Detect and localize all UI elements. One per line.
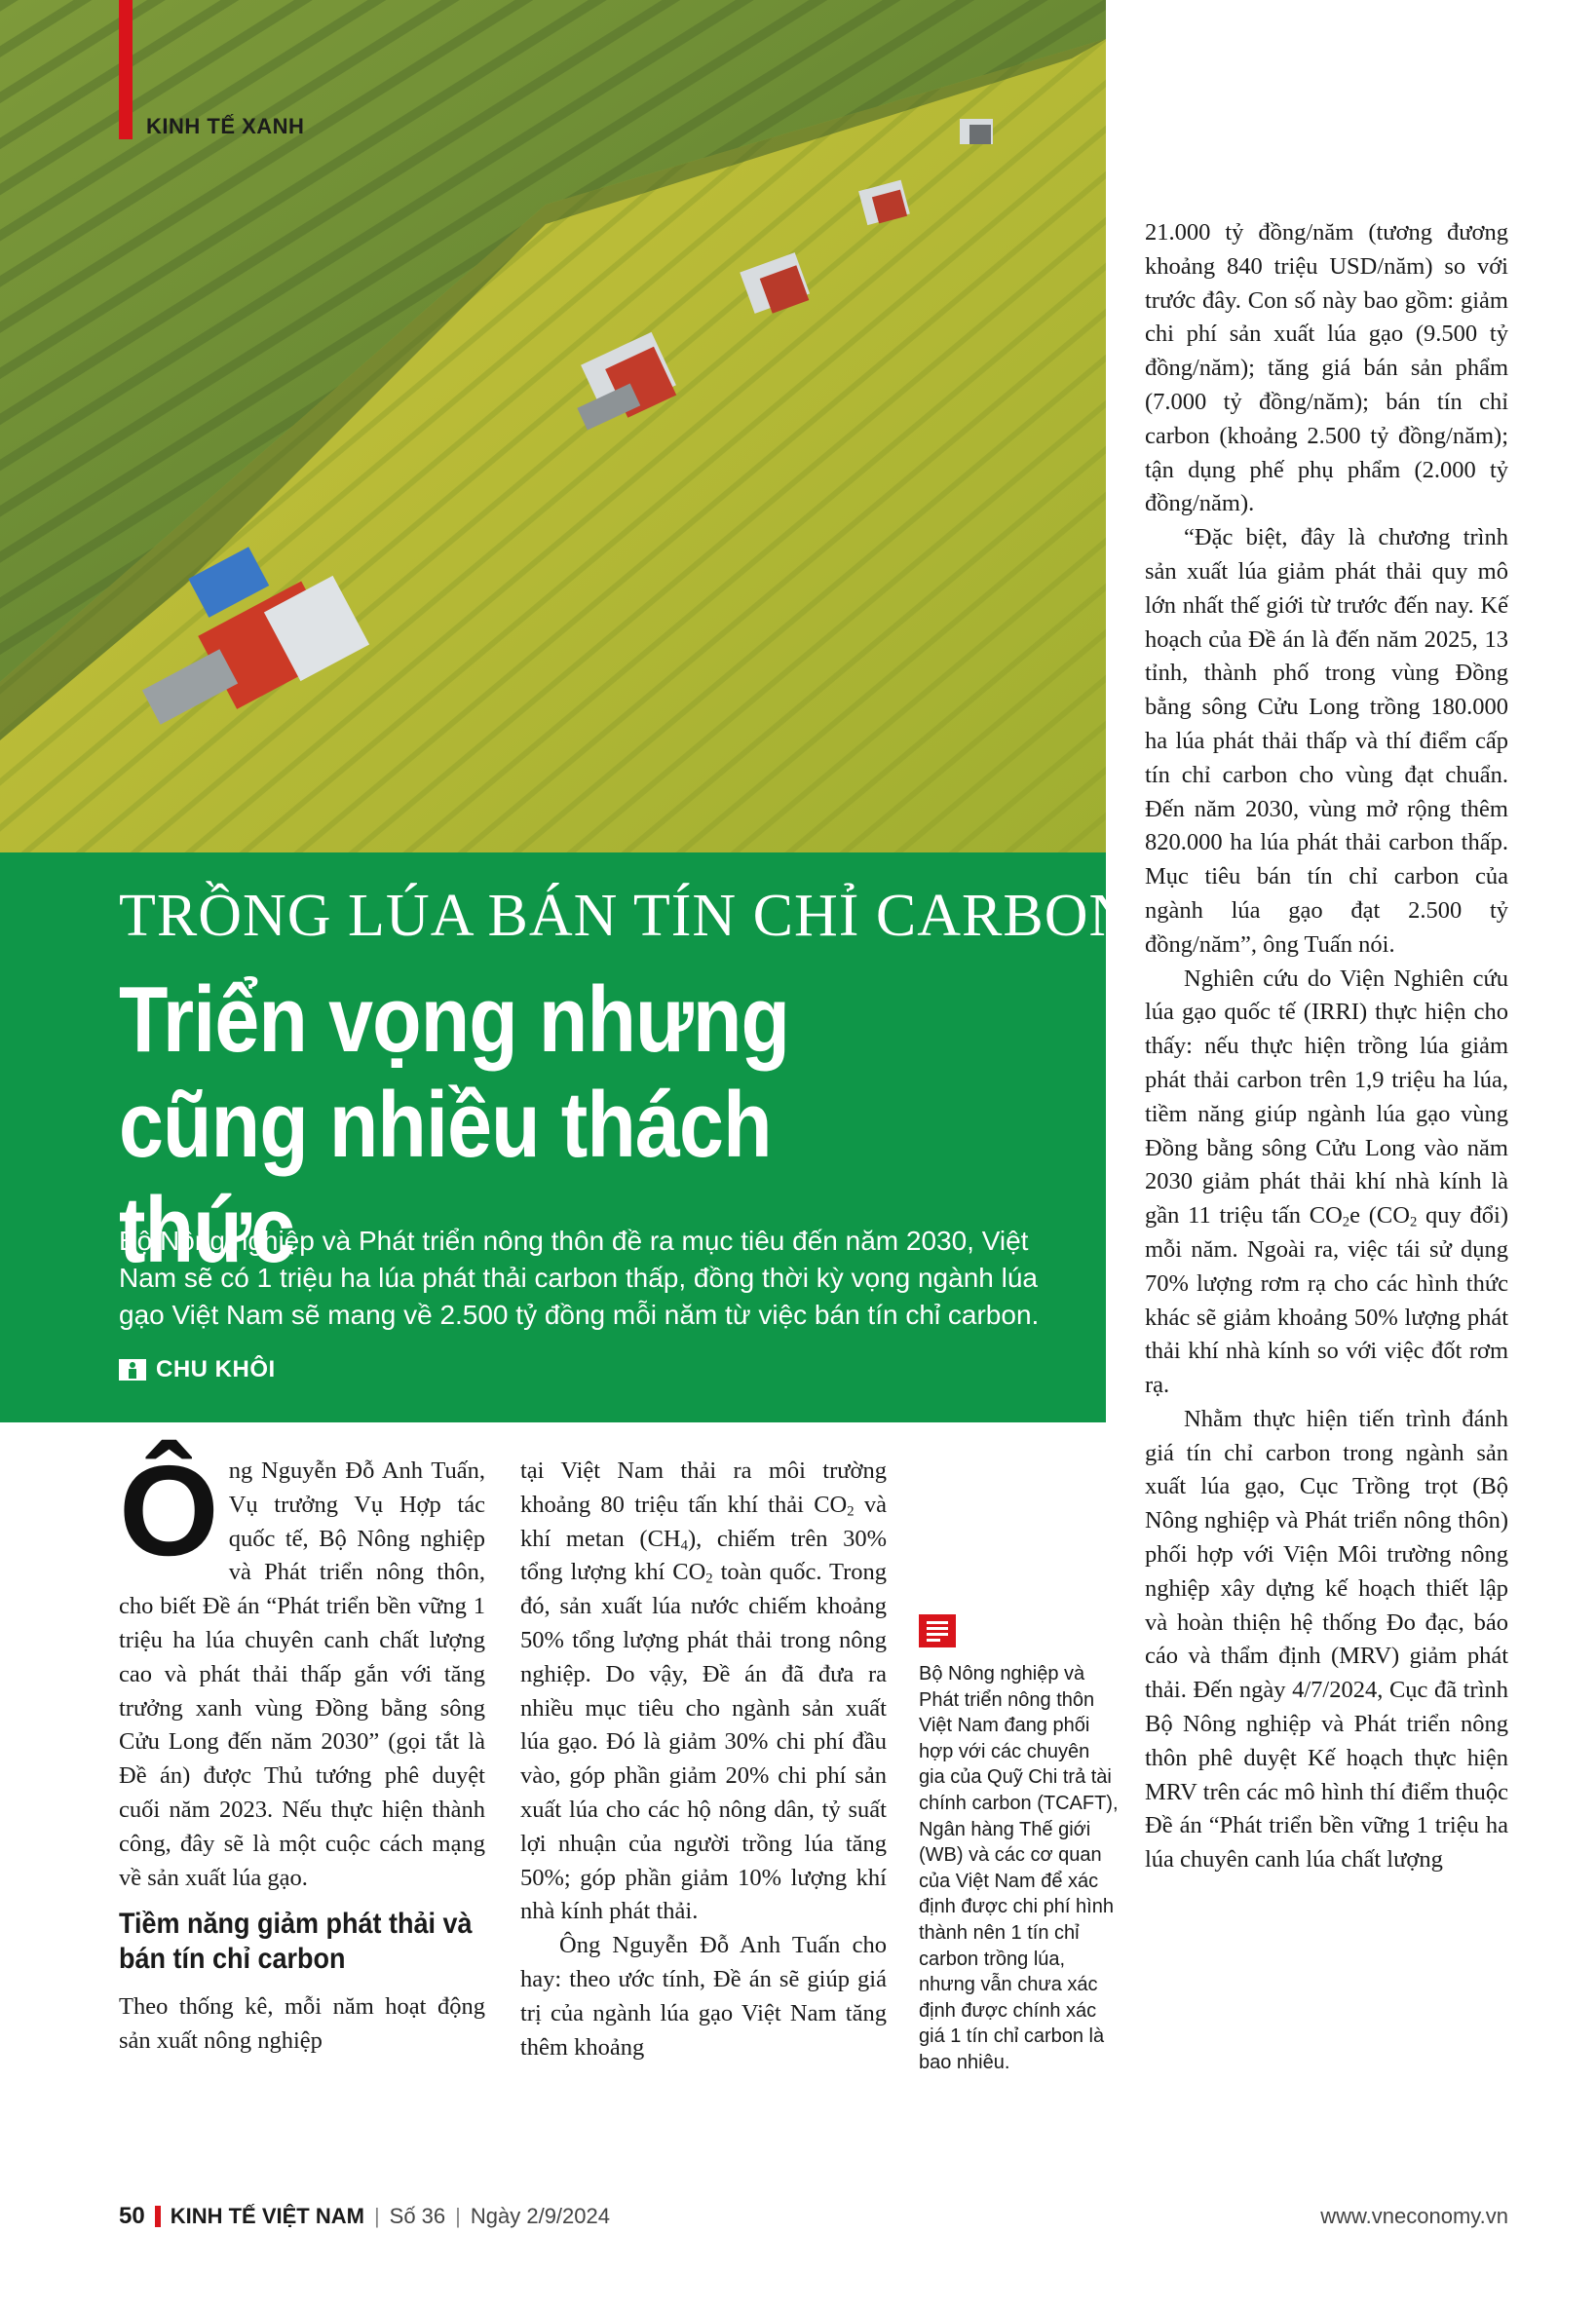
harvester-5 bbox=[960, 119, 993, 144]
paragraph-intro bbox=[119, 1439, 485, 1895]
issue-number: Số 36 bbox=[389, 2204, 446, 2228]
paragraph-mrv: Nhằm thực hiện tiến trình đánh giá tín chỉ carbon trong ngành sản xuất lúa gạo, Cục Trồng trọt (Bộ Nông nghiệp và Phát triển nông thôn) phối hợp với Viện Môi trường nông nghiệp xây dựng kế hoạch thiết lập và hoàn thiện hệ thống Đo đạc, báo cáo và thẩm định (MRV) giảm phát thải. Đến ngày 4/7/2024, Cục đã trình Bộ Nông nghiệp và Phát triển nông thôn phê duyệt Kế hoạch thực hiện MRV trên các mô hình thí điểm thuộc Đề án “Phát triển bền vững 1 triệu ha lúa chuyên canh lúa chất lượng bbox=[1145, 1405, 1508, 1874]
paragraph-value-estimate: Ông Nguyễn Đỗ Anh Tuấn cho hay: theo ước tính, Đề án sẽ giúp giá trị của ngành lúa gạo Việt Nam tăng thêm khoảng bbox=[520, 1932, 887, 2061]
paragraph-breakdown: 21.000 tỷ đồng/năm (tương đương khoảng 840 triệu USD/năm) so với trước đây. Con số này bao gồm: giảm chi phí sản xuất lúa gạo (9.500 tỷ đồng/năm); tăng giá bán sản phẩm (7.000 tỷ đồng/năm); bán tín chỉ carbon (khoảng 2.500 tỷ đồng/năm); tận dụng phế phụ phẩm (2.000 tỷ đồng/năm). bbox=[1145, 219, 1508, 517]
paragraph-quote: “Đặc biệt, đây là chương trình sản xuất lúa giảm phát thải quy mô lớn nhất thế giới từ trước đến nay. Kế hoạch của Đề án là đến năm 2025, 13 tỉnh, thành phố trong vùng Đồng bằng sông Cửu Long trồng 180.000 ha lúa phát thải thấp và thí điểm cấp tín chỉ carbon cho vùng đạt chuẩn. Đến năm 2030, vùng mở rộng thêm 820.000 ha lúa phát thải carbon thấp. Mục tiêu bán tín chỉ carbon của ngành lúa gạo đạt 2.500 tỷ đồng/năm”, ông Tuấn nói. bbox=[1145, 524, 1508, 958]
subscript: 2 bbox=[1409, 1214, 1418, 1230]
sidebar-note bbox=[919, 1614, 1119, 2076]
byline-person-icon bbox=[119, 1359, 146, 1381]
subscript: 2 bbox=[705, 1571, 713, 1588]
subscript: 4 bbox=[680, 1537, 688, 1554]
website-link[interactable]: www.vneconomy.vn bbox=[1320, 2204, 1508, 2228]
text-span: Nghiên cứu do Viện Nghiên cứu lúa gạo quốc tế (IRRI) thực hiện cho thấy: nếu thực hiện trồng lúa giảm phát thải carbon trên 1,9 triệu ha lúa, tiềm năng giúp ngành lúa gạo vùng Đồng bằng sông Cửu Long vào năm 2030 giảm phát thải khí nhà kính là gần 11 triệu tấn CO bbox=[1145, 965, 1508, 1230]
subheading: Tiềm năng giảm phát thải và bán tín chỉ carbon bbox=[119, 1908, 473, 1976]
footer-separator: | bbox=[373, 2204, 380, 2228]
article-lede: Bộ Nông nghiệp và Phát triển nông thôn đề ra mục tiêu đến năm 2030, Việt Nam sẽ có 1 triệu ha lúa phát thải carbon thấp, đồng thời kỳ vọng ngành lúa gạo Việt Nam sẽ mang về 2.500 tỷ đồng mỗi năm từ việc bán tín chỉ carbon. bbox=[119, 1226, 1040, 1330]
page-number: 50 bbox=[119, 2203, 145, 2229]
text-span: và khí metan (CH bbox=[520, 1491, 887, 1552]
body-column-3 bbox=[1145, 216, 1508, 1877]
byline bbox=[119, 1356, 276, 1383]
paragraph-irri bbox=[1145, 963, 1508, 1403]
section-label: KINH TẾ XANH bbox=[146, 114, 305, 138]
text-span: tại Việt Nam thải ra môi trường khoảng 80 triệu tấn khí thải CO bbox=[520, 1457, 887, 1518]
article-headline: Triển vọng nhưng cũng nhiều thách thức bbox=[119, 967, 790, 1282]
text-span: ), chiếm trên 30% tổng lượng khí CO bbox=[520, 1525, 887, 1586]
section-accent-bar bbox=[119, 0, 133, 139]
note-document-icon bbox=[919, 1614, 956, 1647]
page-footer bbox=[119, 2202, 1508, 2231]
body-column-2 bbox=[520, 1455, 887, 2064]
drop-cap: Ô bbox=[119, 1439, 219, 1582]
text-span: toàn quốc. Trong đó, sản xuất lúa nước chiếm khoảng 50% tổng lượng phát thải trong nông nghiệp. Do vậy, Đề án đã đưa ra nhiều mục tiêu cho ngành sản xuất lúa gạo. Đó là giảm 30% chi phí đầu vào, góp phần giảm 20% chi phí sản xuất lúa cho các hộ nông dân, tỷ suất lợi nhuận của người trồng lúa tăng 50%; góp phần giảm 10% lượng khí nhà kính phát thải. bbox=[520, 1559, 887, 1925]
intro-text: ng Nguyễn Đỗ Anh Tuấn, Vụ trưởng Vụ Hợp tác quốc tế, Bộ Nông nghiệp và Phát triển nông thôn, cho biết Đề án “Phát triển bền vững 1 triệu ha lúa chuyên canh chất lượng cao và phát thải thấp gắn với tăng trưởng xanh vùng Đồng bằng sông Cửu Long đến năm 2030” (gọi tắt là Đề án) được Thủ tướng phê duyệt cuối năm 2023. Nếu thực hiện thành công, đây sẽ là một cuộc cách mạng về sản xuất lúa gạo. bbox=[119, 1457, 485, 1891]
magazine-name: KINH TẾ VIỆT NAM bbox=[170, 2204, 364, 2228]
title-panel bbox=[0, 852, 1134, 1422]
article-kicker: TRỒNG LÚA BÁN TÍN CHỈ CARBON bbox=[119, 883, 1134, 949]
subscript: 2 bbox=[847, 1503, 855, 1520]
body-column-1 bbox=[119, 1439, 485, 2059]
issue-date: Ngày 2/9/2024 bbox=[470, 2204, 610, 2228]
subscript: 2 bbox=[1342, 1214, 1350, 1230]
note-text: Bộ Nông nghiệp và Phát triển nông thôn Việt Nam đang phối hợp với các chuyên gia của Quỹ Chi trả tài chính carbon (TCAFT), Ngân hàng Thế giới (WB) và các cơ quan của Việt Nam để xác định được chi phí hình thành nên 1 tín chỉ carbon trồng lúa, nhưng vẫn chưa xác định được chính xác giá 1 tín chỉ carbon là bao nhiêu. bbox=[919, 1663, 1119, 2073]
paragraph-statistics: Theo thống kê, mỗi năm hoạt động sản xuất nông nghiệp bbox=[119, 1993, 485, 2055]
text-span: e (CO bbox=[1349, 1202, 1410, 1230]
footer-accent-bar bbox=[155, 2206, 161, 2227]
paragraph-emissions bbox=[520, 1455, 887, 1929]
author-name: CHU KHÔI bbox=[156, 1356, 276, 1382]
footer-separator: | bbox=[455, 2204, 461, 2228]
text-span: quy đổi) mỗi năm. Ngoài ra, việc tái sử dụng 70% lượng rơm rạ cho các hình thức khác sẽ giảm khoảng 50% lượng phát thải khí nhà kính so với việc đốt rơm rạ. bbox=[1145, 1202, 1508, 1399]
